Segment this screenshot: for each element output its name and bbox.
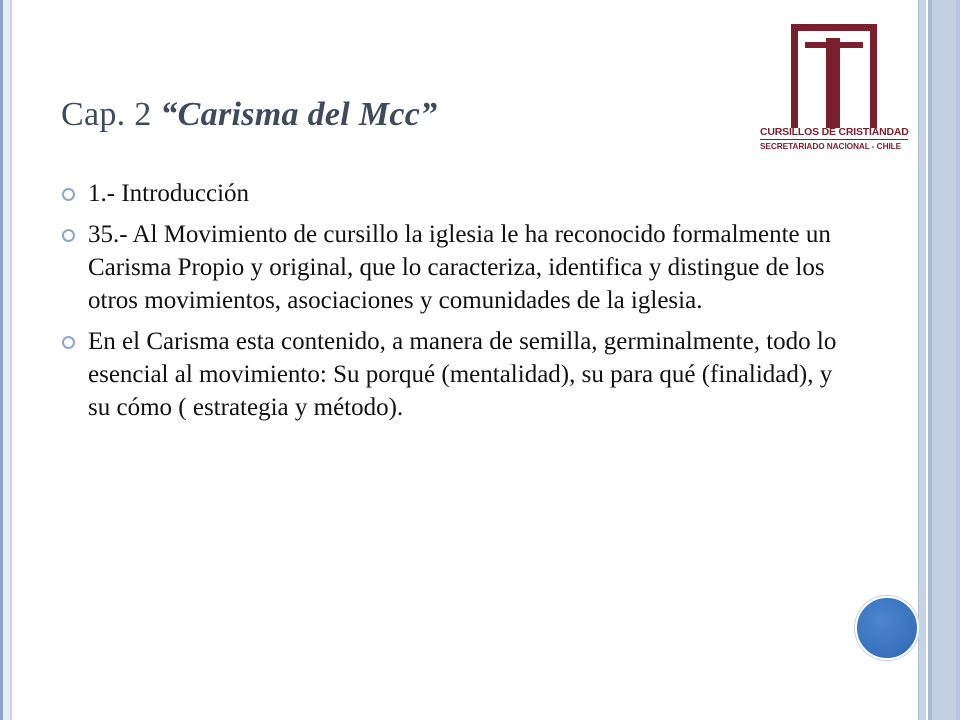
slide-title (61, 96, 437, 134)
left-frame-bar (0, 0, 10, 720)
logo-text-line2: SECRETARIADO NACIONAL - CHILE (760, 141, 902, 151)
logo-divider (760, 139, 908, 140)
right-decorative-bar-wide (928, 0, 960, 720)
bullet-text: En el Carisma esta contenido, a manera de semilla, germinalmente, todo lo esencial al movimiento: Su porqué (mentalidad), su para qué (finalidad), y su cómo ( estrategia y método). (88, 328, 837, 421)
title-emphasis: “Carisma del Mcc” (160, 96, 438, 133)
cross-beam-shape (805, 42, 863, 48)
left-frame-line (10, 0, 12, 720)
blue-circle-icon (855, 596, 919, 660)
cursillos-logo (758, 20, 910, 152)
title-prefix: Cap. 2 (61, 96, 161, 133)
logo-text-line1: CURSILLOS DE CRISTIANDAD (760, 126, 909, 138)
bullet-text: 35.- Al Movimiento de cursillo la iglesia le ha reconocido formalmente un Carisma Propio y original, que lo caracteriza, identifica y distingue de los otros movimientos, asociaciones y comunidades de la iglesia. (88, 221, 831, 314)
bullet-item (60, 325, 850, 424)
bullet-list (60, 177, 850, 432)
crucifix-logo-icon (826, 38, 840, 128)
hollow-circle-icon (62, 336, 75, 349)
bullet-item (60, 177, 850, 210)
right-decorative-bar-thin (918, 0, 926, 720)
bullet-item (60, 218, 850, 317)
hollow-circle-icon (62, 229, 75, 242)
bullet-text: 1.- Introducción (88, 180, 250, 207)
hollow-circle-icon (62, 188, 75, 201)
